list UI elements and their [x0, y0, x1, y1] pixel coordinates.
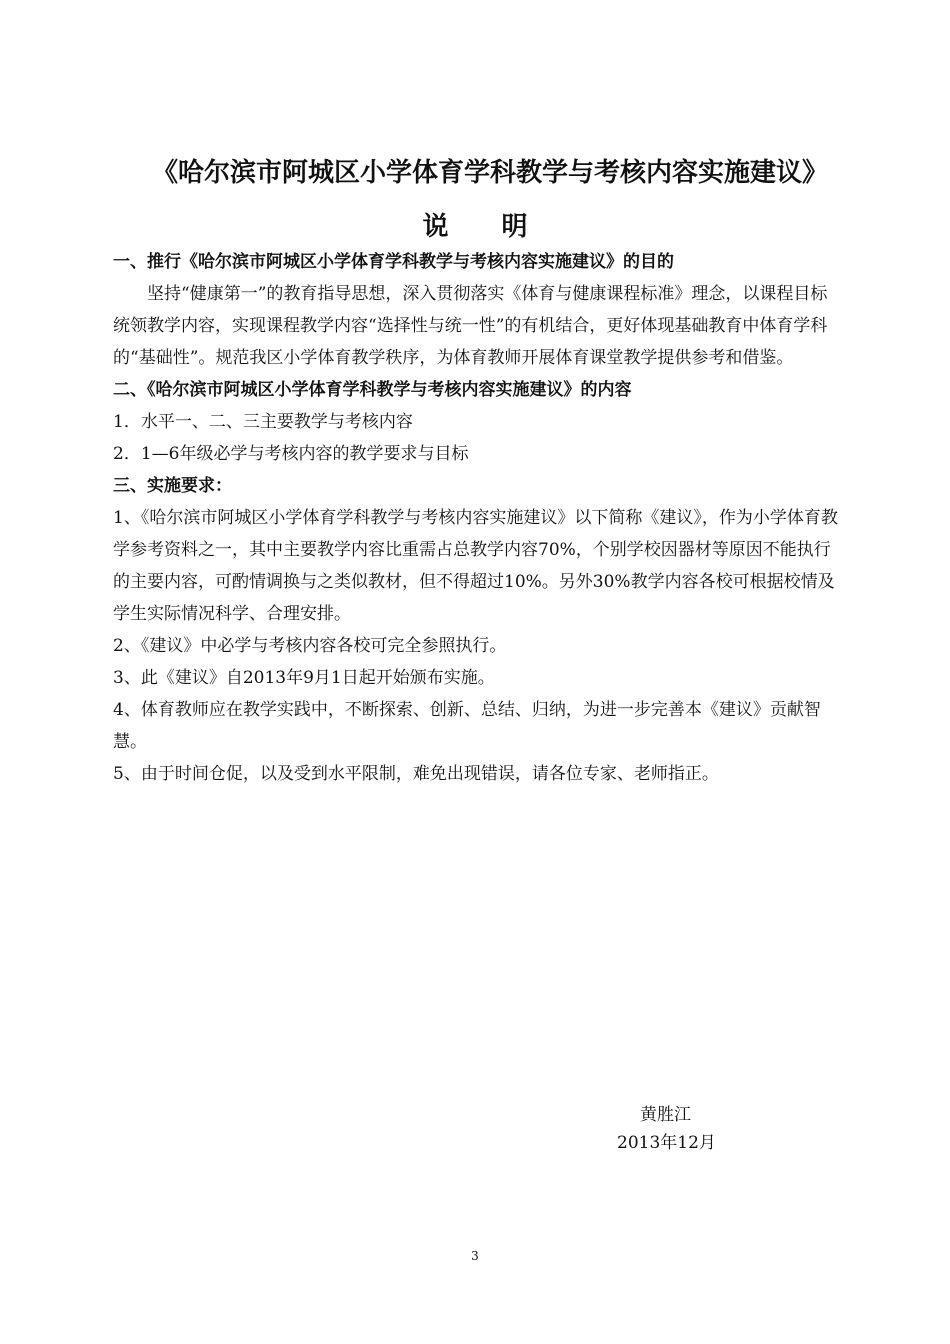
section-2-item: 1．水平一、二、三主要教学与考核内容	[113, 412, 413, 432]
section-3-item: 4、体育教师应在教学实践中，不断探索、创新、总结、归纳，为进一步完善本《建议》贡献智慧。	[113, 700, 821, 752]
page-number: 3	[471, 1249, 479, 1263]
section-3-item: 2、《建议》中必学与考核内容各校可完全参照执行。	[113, 636, 507, 656]
section-3-item: 5、由于时间仓促，以及受到水平限制，难免出现错误，请各位专家、老师指正。	[113, 764, 719, 784]
section-2-item: 2．1—6年级必学与考核内容的教学要求与目标	[113, 444, 469, 464]
section-3-item: 3、此《建议》自2013年9月1日起开始颁布实施。	[113, 668, 495, 688]
signature-name: 黄胜江	[640, 1105, 691, 1125]
section-2-heading: 二、《哈尔滨市阿城区小学体育学科教学与考核内容实施建议》的内容	[113, 380, 632, 400]
section-1-paragraph: 坚持“健康第一”的教育指导思想，深入贯彻落实《体育与健康课程标准》理念，以课程目标统领教学内容，实现课程教学内容“选择性与统一性”的有机结合，更好体现基础教育中体育学科的“基础性”。规范我区小学体育教学秩序，为体育教师开展体育课堂教学提供参考和借鉴。	[113, 284, 828, 368]
document-body	[113, 246, 843, 790]
document-subtitle: 说 明	[422, 212, 528, 242]
section-1-heading: 一、推行《哈尔滨市阿城区小学体育学科教学与考核内容实施建议》的目的	[113, 252, 674, 272]
document-title: 《哈尔滨市阿城区小学体育学科教学与考核内容实施建议》	[151, 158, 828, 188]
section-3-item: 1、《哈尔滨市阿城区小学体育学科教学与考核内容实施建议》以下简称《建议》，作为小学体育教学参考资料之一，其中主要教学内容比重需占总教学内容70%，个别学校因器材等原因不能执行的主要内容，可酌情调换与之类似教材，但不得超过10%。另外30%教学内容各校可根据校情及学生实际情况科学、合理安排。	[113, 508, 838, 624]
signature-date: 2013年12月	[617, 1133, 716, 1153]
section-3-heading: 三、实施要求：	[113, 476, 232, 496]
